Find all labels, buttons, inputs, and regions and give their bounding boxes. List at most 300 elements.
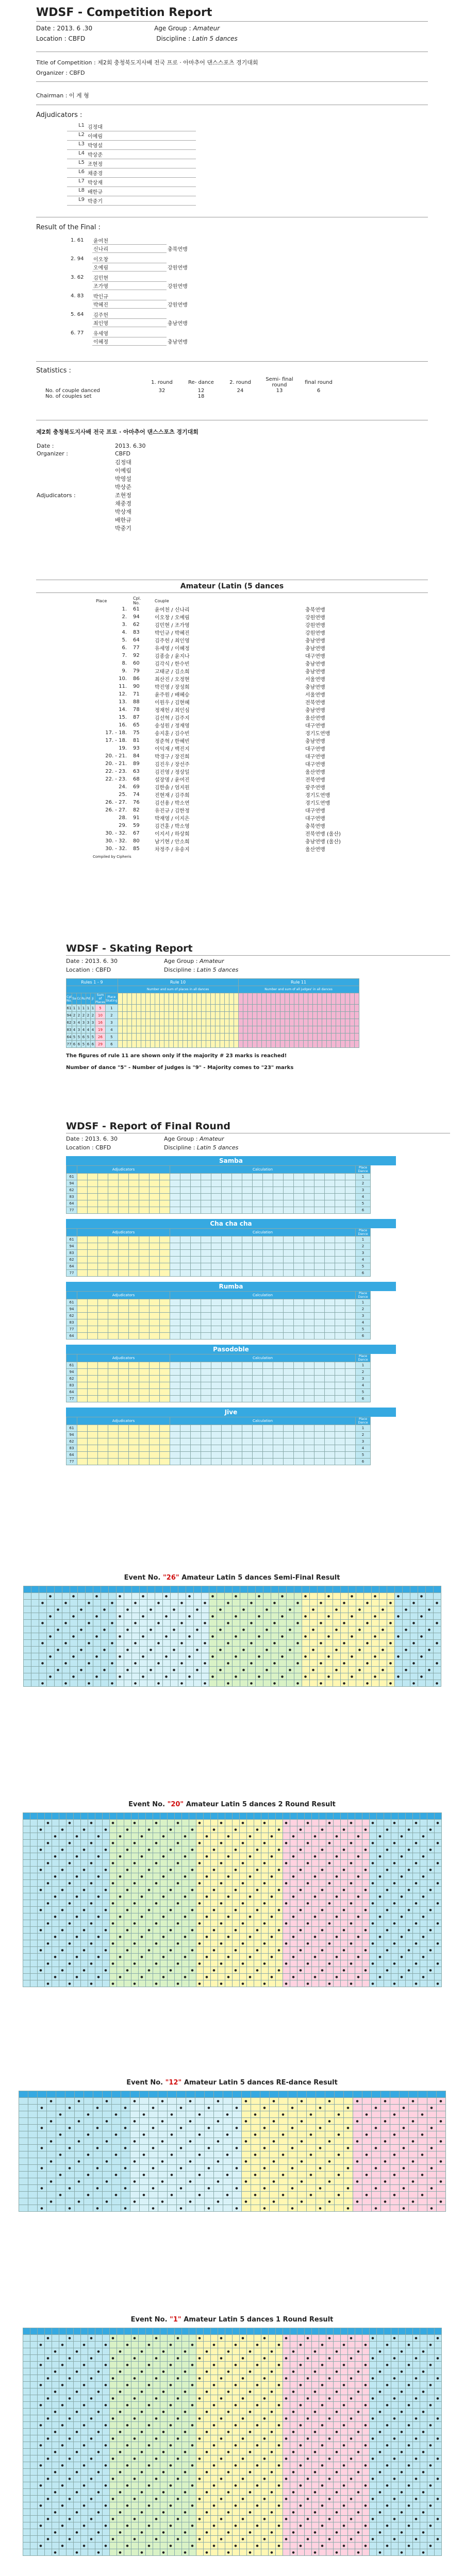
calc-cell [201, 1250, 211, 1257]
calc-cell [314, 1432, 325, 1438]
grid-cell [275, 1873, 283, 1880]
grid-cell: ● [95, 1833, 102, 1840]
grid-cell [294, 1653, 302, 1660]
dance-place: 1 [356, 1174, 371, 1180]
calc-cell [335, 1200, 345, 1207]
grid-cell [210, 1960, 218, 1967]
grid-cell: ● [170, 1606, 178, 1613]
grid-cell [95, 1887, 102, 1893]
grid-cell [420, 1947, 427, 1954]
grid-cell [155, 1626, 162, 1633]
grid-cell: ● [181, 1974, 189, 1980]
grid-cell [362, 1960, 369, 1967]
calc-cell [273, 1313, 284, 1319]
grid-cell [434, 1907, 441, 1913]
grid-cell: ● [138, 1974, 145, 1980]
grid-cell [286, 1593, 294, 1600]
grid-cell [145, 1920, 153, 1927]
grid-cell [303, 1026, 308, 1033]
grid-cell [412, 1873, 420, 1880]
grid-cell: ● [275, 1887, 283, 1893]
grid-cell: ● [427, 1826, 434, 1833]
calc-cell [180, 1445, 191, 1452]
grid-cell [275, 1980, 283, 1987]
calc-cell [232, 1382, 242, 1389]
info-adj-label: Adjudicators : [37, 492, 76, 499]
dance-place: 6 [356, 1270, 371, 1277]
grid-cell [52, 1860, 59, 1867]
grid-cell [88, 1893, 95, 1900]
grid-cell [153, 1873, 160, 1880]
calc-cell [325, 1445, 335, 1452]
grid-cell: ● [263, 1606, 271, 1613]
grid-header [160, 1813, 167, 1820]
adjudicator-list [67, 122, 428, 206]
grid-cell [181, 1940, 189, 1947]
skating-place: 1 [72, 1005, 76, 1012]
grid-cell: ● [210, 1947, 218, 1954]
calc-cell [180, 1187, 191, 1194]
grid-cell [271, 1673, 278, 1680]
grid-cell [52, 1867, 59, 1873]
grid-cell: ● [333, 1974, 340, 1980]
grid-cell: ● [176, 2105, 186, 2111]
calc-cell [325, 1180, 335, 1187]
calc-cell [314, 1382, 325, 1389]
grid-cell [333, 1593, 340, 1600]
grid-header [124, 2328, 131, 2335]
grid-cell [178, 1613, 186, 1620]
grid-cell [269, 2165, 278, 2172]
results-row [93, 714, 344, 721]
grid-header [218, 1813, 225, 1820]
grid-cell [178, 993, 183, 1005]
grid-cell: ● [204, 2125, 213, 2131]
calc-cell [284, 1299, 294, 1306]
grid-cell [54, 1633, 62, 1640]
results-row [93, 775, 344, 783]
calc-cell [263, 1257, 273, 1263]
grid-cell: ● [283, 1940, 290, 1947]
grid-cell [117, 1947, 124, 1954]
result-place: 29. [119, 823, 127, 828]
grid-cell [260, 2098, 269, 2105]
grid-cell [246, 1860, 254, 1867]
dance-cpl: 77 [67, 1270, 77, 1277]
grid-cell: ● [325, 2098, 334, 2105]
grid-cell [312, 1005, 317, 1012]
grid-cell [39, 1593, 46, 1600]
grid-header [340, 1813, 347, 1820]
grid-cell: ● [74, 2198, 84, 2205]
grid-cell: ● [176, 2165, 186, 2172]
grid-cell [225, 1840, 232, 1846]
grid-cell: ● [174, 1940, 181, 1947]
grid-cell [54, 1600, 62, 1606]
grid-cell [52, 1920, 59, 1927]
calc-cell [335, 1174, 345, 1180]
grid-cell [95, 1927, 102, 1934]
grid-cell [176, 2118, 186, 2125]
grid-cell [111, 2165, 121, 2172]
spacer [70, 282, 92, 290]
grid-cell [109, 1893, 117, 1900]
grid-cell [30, 1820, 37, 1826]
grid-cell [232, 2098, 241, 2105]
grid-cell: ● [218, 1860, 225, 1867]
grid-cell [340, 1980, 347, 1987]
grid-cell [243, 1041, 247, 1048]
grid-cell [196, 1846, 203, 1853]
grid-cell [77, 1653, 85, 1660]
grid-cell: ● [131, 1860, 138, 1867]
grid-cell [316, 2098, 325, 2105]
result-place: 9. [122, 668, 127, 674]
grid-cell: ● [427, 2105, 436, 2111]
calc-cell [170, 1389, 180, 1396]
adj-cell [98, 1362, 108, 1369]
calc-cell [325, 1432, 335, 1438]
grid-cell [23, 1626, 31, 1633]
grid-cell [268, 1967, 275, 1974]
adj-cell [160, 1396, 170, 1402]
grid-cell: ● [384, 1867, 391, 1873]
grid-cell [147, 1673, 155, 1680]
stats-label: No. of couples set [45, 394, 92, 399]
grid-cell [121, 2138, 130, 2145]
grid-cell: ● [425, 1626, 433, 1633]
event-block [15, 1574, 449, 1687]
grid-cell: ● [297, 1846, 304, 1853]
grid-cell [427, 1860, 434, 1867]
grid-cell [44, 1893, 52, 1900]
grid-cell [294, 1613, 302, 1620]
grid-cell [196, 1853, 203, 1860]
grid-cell [210, 1940, 218, 1947]
adj-cell [77, 1382, 88, 1389]
grid-cell [73, 1860, 80, 1867]
calc-cell [180, 1236, 191, 1243]
calc-cell [314, 1180, 325, 1187]
adj-cell [98, 1207, 108, 1214]
grid-cell: ● [232, 2342, 239, 2348]
skating-place: 3 [72, 1019, 76, 1026]
grid-cell [70, 1620, 77, 1626]
result-place: 3. [122, 622, 127, 628]
adj-cell [77, 1270, 88, 1277]
grid-header [210, 2328, 218, 2335]
event-number: "12" [165, 2079, 182, 2087]
grid-cell [232, 1873, 239, 1880]
grid-cell [376, 1960, 384, 1967]
grid-header [162, 1586, 170, 1593]
calc-cell [222, 1194, 232, 1200]
grid-cell [390, 2198, 399, 2205]
grid-cell [238, 1026, 243, 1033]
grid-cell [70, 1667, 77, 1673]
grid-cell [189, 1960, 196, 1967]
grid-cell [44, 1867, 52, 1873]
result-club: 대구연맹 [305, 654, 325, 659]
calc-cell [232, 1459, 242, 1465]
grid-cell [232, 1680, 240, 1687]
grid-cell: ● [297, 2138, 306, 2145]
spacer [167, 255, 189, 263]
grid-cell [217, 1620, 224, 1626]
grid-cell: ● [178, 1600, 186, 1606]
grid-cell [405, 1934, 412, 1940]
grid-cell [261, 1833, 268, 1840]
grid-cell [84, 2158, 93, 2165]
grid-cell: ● [311, 1853, 319, 1860]
grid-cell [111, 2198, 121, 2205]
grid-cell [111, 2125, 121, 2131]
grid-cell [306, 2158, 316, 2165]
grid-header [251, 2091, 260, 2098]
grid-cell [39, 1667, 46, 1673]
adj-cell [88, 1236, 98, 1243]
grid-cell: ● [260, 2105, 269, 2111]
grid-cell: ● [138, 1853, 145, 1860]
grid-cell [420, 2335, 427, 2342]
grid-cell [62, 1633, 70, 1640]
grid-cell [278, 1600, 286, 1606]
age-label: Age Group : [154, 25, 191, 32]
grid-cell [37, 1860, 44, 1867]
adj-cell [98, 1326, 108, 1333]
calc-cell [345, 1250, 356, 1257]
grid-cell [412, 1887, 420, 1893]
grid-cell [347, 1907, 355, 1913]
grid-header [254, 2328, 261, 2335]
grid-cell [260, 2138, 269, 2145]
grid-cell [201, 1626, 209, 1633]
grid-cell: ● [196, 1840, 203, 1846]
grid-cell: ● [325, 2118, 334, 2125]
skating-place: 4 [90, 1026, 95, 1033]
grid-cell [232, 1960, 239, 1967]
grid-cell [266, 1012, 271, 1019]
grid-cell: ● [340, 1867, 347, 1873]
grid-cell: ● [283, 1900, 290, 1907]
grid-cell [31, 1680, 39, 1687]
grid-cell [46, 2125, 56, 2131]
grid-cell [410, 1593, 418, 1600]
grid-cell [167, 2098, 176, 2105]
grid-cell [37, 2335, 44, 2342]
adjudicator-name: 박영설 [88, 143, 103, 149]
results-row [93, 814, 344, 822]
calc-cell [284, 1257, 294, 1263]
dance-place: 5 [356, 1389, 371, 1396]
grid-cell: ● [254, 1826, 261, 1833]
adj-cell [108, 1306, 119, 1313]
grid-cell [101, 1660, 108, 1667]
adj-cell [108, 1187, 119, 1194]
grid-cell: ● [232, 1613, 240, 1620]
grid-cell: ● [73, 1954, 80, 1960]
grid-cell [44, 2342, 52, 2348]
dance-row [67, 1445, 371, 1452]
grid-header [290, 1813, 297, 1820]
grid-cell: ● [218, 1920, 225, 1927]
grid-cell [418, 2198, 427, 2205]
grid-cell: ● [130, 2138, 139, 2145]
grid-cell: ● [84, 2131, 93, 2138]
calc-cell [335, 1187, 345, 1194]
grid-cell: ● [155, 1620, 162, 1626]
grid-cell: ● [218, 1980, 225, 1987]
grid-cell: ● [325, 2178, 334, 2185]
grid-cell [380, 2131, 390, 2138]
grid-cell [286, 1680, 294, 1687]
grid-cell [418, 2138, 427, 2145]
grid-header [147, 1586, 155, 1593]
grid-cell [380, 2205, 390, 2212]
skating-place: 4 [81, 1026, 86, 1033]
grid-cell [333, 1840, 340, 1846]
grid-cell [297, 1860, 304, 1867]
grid-header [52, 2328, 59, 2335]
grid-cell: ● [425, 1667, 433, 1673]
calc-cell [253, 1270, 263, 1277]
grid-cell [340, 1041, 345, 1048]
grid-cell: ● [405, 1947, 412, 1954]
grid-cell: ● [232, 2105, 241, 2111]
grid-cell [275, 1853, 283, 1860]
grid-cell [109, 2342, 117, 2348]
grid-cell [317, 1633, 325, 1640]
grid-cell [111, 2105, 121, 2111]
grid-cell: ● [139, 1673, 147, 1680]
grid-cell [193, 1640, 201, 1647]
rule-header: Rule 11 [238, 979, 359, 986]
grid-cell [44, 1974, 52, 1980]
dance-cpl: 64 [67, 1200, 77, 1207]
result-place: 12. [119, 691, 127, 697]
grid-cell [28, 2158, 37, 2165]
grid-cell [325, 1606, 333, 1613]
grid-cell [369, 1947, 376, 1954]
grid-cell [19, 2118, 28, 2125]
grid-cell [95, 1840, 102, 1846]
grid-cell [309, 1613, 317, 1620]
result-number: 64 [133, 637, 140, 643]
grid-cell [427, 1820, 434, 1826]
grid-cell [196, 1887, 203, 1893]
grid-cell [325, 2172, 334, 2178]
adj-cell [160, 1333, 170, 1340]
grid-cell [39, 1626, 46, 1633]
calc-cell [263, 1459, 273, 1465]
grid-cell [174, 1913, 181, 1920]
adj-cell [88, 1389, 98, 1396]
grid-cell: ● [213, 2118, 223, 2125]
grid-cell [412, 1927, 420, 1934]
grid-cell [247, 1633, 255, 1640]
grid-cell [102, 1840, 109, 1846]
grid-cell: ● [37, 1867, 44, 1873]
grid-cell [255, 1640, 263, 1647]
grid-cell [379, 1613, 387, 1620]
adj-cell [108, 1236, 119, 1243]
grid-cell [210, 1893, 218, 1900]
grid-cell [408, 2185, 418, 2192]
grid-cell [325, 1640, 333, 1647]
grid-cell [275, 1920, 283, 1927]
grid-cell [410, 1667, 418, 1673]
grid-cell [297, 1974, 304, 1980]
grid-cell: ● [176, 2125, 186, 2131]
grid-cell [239, 1833, 246, 1840]
grid-cell [239, 1954, 246, 1960]
grid-cell: ● [402, 1647, 410, 1653]
adj-cell [108, 1362, 119, 1369]
grid-cell: ● [353, 2198, 362, 2205]
grid-cell [434, 1974, 441, 1980]
grid-cell: ● [412, 1960, 420, 1967]
grid-cell: ● [369, 2335, 376, 2342]
grid-cell: ● [239, 1820, 246, 1826]
grid-cell [65, 2158, 74, 2165]
grid-cell: ● [319, 1887, 326, 1893]
grid-header [30, 1813, 37, 1820]
dance-place: 1 [356, 1362, 371, 1369]
grid-cell [319, 1913, 326, 1920]
grid-cell [88, 1873, 95, 1880]
grid-cell [322, 1005, 326, 1012]
info-adjudicator: 배한규 [115, 517, 131, 523]
grid-header [153, 1813, 160, 1820]
grid-cell [289, 1041, 294, 1048]
grid-cell: ● [201, 1620, 209, 1626]
grid-cell [23, 1927, 30, 1934]
calc-header: Calculation [170, 1417, 356, 1425]
grid-header [294, 1586, 302, 1593]
adj-cell [150, 1194, 160, 1200]
grid-cell [213, 2131, 223, 2138]
dance-place: 3 [356, 1250, 371, 1257]
grid-cell [162, 1626, 170, 1633]
grid-cell [308, 1033, 312, 1041]
grid-cell [336, 1012, 340, 1019]
grid-cell [387, 1626, 394, 1633]
calc-cell [273, 1243, 284, 1250]
grid-cell [251, 2158, 260, 2165]
grid-cell: ● [325, 1593, 333, 1600]
grid-cell: ● [398, 1974, 405, 1980]
grid-cell: ● [326, 1920, 333, 1927]
grid-cell: ● [186, 2158, 195, 2165]
calc-cell [263, 1306, 273, 1313]
grid-cell [376, 1867, 384, 1873]
adjudicator-code: L4 [78, 150, 85, 156]
grid-cell [288, 2192, 297, 2198]
grid-cell [362, 1820, 369, 1826]
grid-cell: ● [402, 1606, 410, 1613]
grid-cell: ● [410, 1600, 418, 1606]
grid-cell [124, 1853, 131, 1860]
calc-cell [201, 1306, 211, 1313]
adj-cell [98, 1389, 108, 1396]
grid-cell [225, 1920, 232, 1927]
grid-cell [280, 1026, 285, 1033]
grid-cell [353, 2131, 362, 2138]
grid-cell: ● [304, 1860, 311, 1867]
grid-cell [319, 1920, 326, 1927]
grid-cell: ● [356, 1667, 363, 1673]
grid-cell [23, 1667, 31, 1673]
